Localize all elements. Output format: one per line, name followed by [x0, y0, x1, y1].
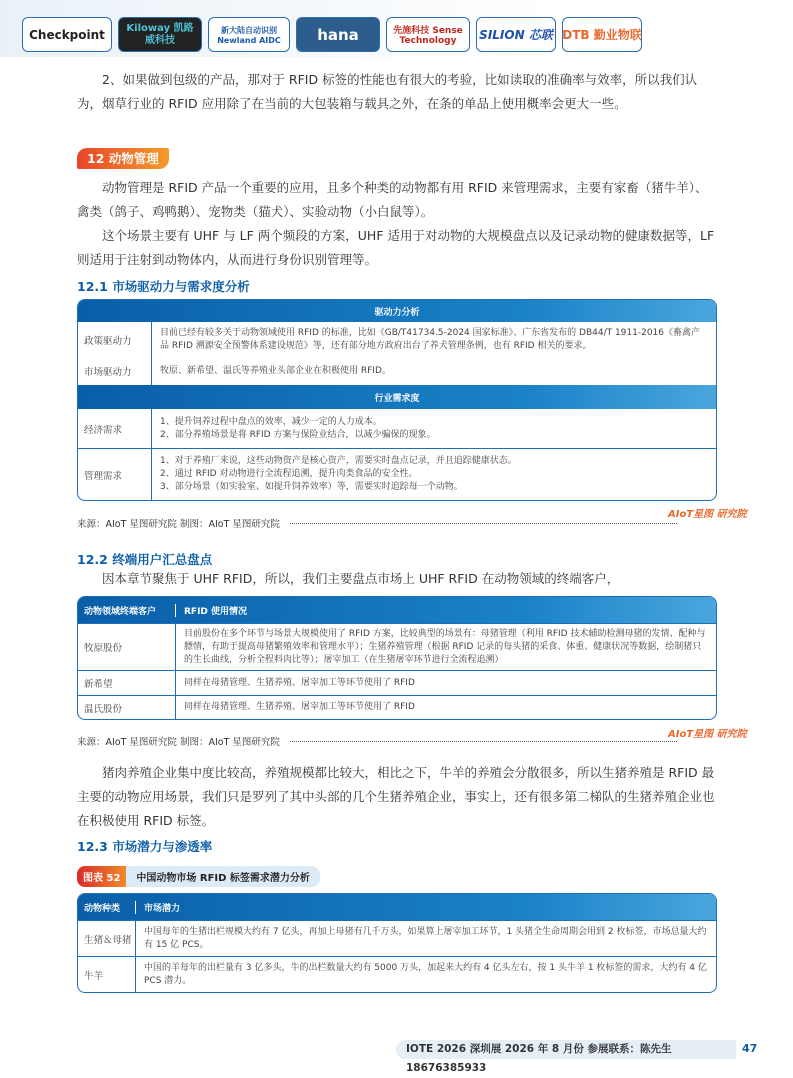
table-header: 驱动力分析: [78, 300, 716, 322]
table-row: [78, 448, 716, 500]
section-paragraph: 这个场景主要有 UHF 与 LF 两个频段的方案，UHF 适用于对动物的大规模盘点以及记录动物的健康数据等，LF 则适用于注射到动物体内，从而进行身份识别管理等。: [77, 228, 715, 267]
paragraph: 因本章节聚焦于 UHF RFID，所以，我们主要盘点市场上 UHF RFID 在动物领域的终端客户，: [102, 571, 620, 586]
table-header: 动物种类 市场潜力: [78, 894, 716, 920]
row-label: 市场驱动力: [78, 357, 152, 385]
subsection-title: 12.2 终端用户汇总盘点: [77, 552, 213, 567]
aiot-logo: AIoT星图 研究院: [668, 729, 747, 740]
end-user-table: [77, 596, 717, 720]
table-row: 温氏股份 同样在母猪管理、生猪养殖、屠宰加工等环节使用了 RFID: [78, 695, 716, 719]
intro-paragraph: 2、如果做到包级的产品，那对于 RFID 标签的性能也有很大的考验，比如读取的准确率与效率，所以我们认为，烟草行业的 RFID 应用除了在当前的大包装箱与载具之外，在条的单品上使用概率会更大一些。: [77, 72, 698, 111]
logo-sense: 先施科技 Sense Technology: [386, 17, 470, 52]
row-value: 目前已经有较多关于动物领域使用 RFID 的标准，比如《GB/T41734.5-2024 国家标准》、广东省发布的 DB44/T 1911-2016《畜禽产品 RFID 溯源安全预警体系建设规范》等，还有部分地方政府出台了养犬管理条例，也有 RFID 相关的要求。: [160, 327, 701, 351]
paragraph: 猪肉养殖企业集中度比较高，养殖规模都比较大，相比之下，牛羊的养殖会分散很多，所以生猪养殖是 RFID 最主要的动物应用场景，我们只是罗列了其中头部的几个生猪养殖企业，事实上，还有很多第二梯队的生猪养殖企业也在积极使用 RFID 标签。: [77, 765, 715, 828]
row-value: 1、对于养殖厂来说，这些动物资产是核心资产，需要实时盘点记录，并且追踪健康状态。 2、通过 RFID 对动物进行全流程追溯，提升肉类食品的安全性。 3、部分场景（如实验室、如提升饲养效率）等，需要实时追踪每一个动物。: [160, 456, 517, 492]
aiot-logo: AIoT星图 研究院: [668, 509, 747, 520]
driver-demand-table: [77, 299, 717, 501]
section-paragraph: 动物管理是 RFID 产品一个重要的应用，且多个种类的动物都有用 RFID 来管理需求，主要有家畜（猪牛羊）、禽类（鸽子、鸡鸭鹅）、宠物类（猫犬）、实验动物（小白鼠等）。: [77, 180, 708, 219]
page-number: 47: [742, 1042, 758, 1055]
table-row: 牧原股份 目前股份在多个环节与场景大规模使用了 RFID 方案，比较典型的场景有：母猪管理（利用 RFID 技术辅助检测母猪的发情、配种与膘情，有助于提高母猪繁殖效率和管理水平）；生猪养殖管理（根据 RFID 记录的每头猪的采食、体重、健康状况等数据，绘制猪只的生长曲线，分析全程料肉比等）；屠宰加工（在生猪屠宰环节进行全流程追溯）: [78, 623, 716, 670]
market-potential-table: [77, 893, 717, 993]
subsection-title: 12.3 市场潜力与渗透率: [77, 839, 213, 854]
table-row: [78, 357, 716, 385]
table-row: 生猪＆母猪 中国每年的生猪出栏规模大约有 7 亿头，再加上母猪有几千万头，如果算上屠宰加工环节，1 头猪全生命周期会用到 2 枚标签，市场总量大约有 15 亿 PCS。: [78, 920, 716, 956]
table-row: [78, 409, 716, 448]
logo-checkpoint: Checkpoint: [22, 17, 112, 52]
logo-newland: 新大陆自动识别 Newland AIDC: [208, 17, 290, 52]
table-row: 新希望 同样在母猪管理、生猪养殖、屠宰加工等环节使用了 RFID: [78, 670, 716, 695]
logo-hana: hana: [296, 17, 380, 52]
row-label: 政策驱动力: [78, 322, 152, 357]
source-note: 来源：AIoT 星图研究院 制图：AIoT 星图研究院: [77, 516, 677, 530]
section-tag: 12 动物管理: [77, 148, 169, 169]
table-header: 动物领域终端客户 RFID 使用情况: [78, 597, 716, 623]
logo-dtb: DTB 勤业物联: [562, 17, 642, 52]
source-note: 来源：AIoT 星图研究院 制图：AIoT 星图研究院: [77, 734, 677, 748]
footer-contact: IOTE 2026 深圳展 2026 年 8 月份 参展联系：陈先生 18676385933: [396, 1040, 736, 1059]
row-value: 1、提升饲养过程中盘点的效率，减少一定的人力成本。 2、部分养殖场景是将 RFID 方案与保险业结合，以减少骗保的现象。: [160, 416, 436, 440]
row-label: 经济需求: [78, 409, 152, 448]
subsection-title: 12.1 市场驱动力与需求度分析: [77, 279, 250, 294]
figure-caption: 图表 52 中国动物市场 RFID 标签需求潜力分析: [77, 866, 320, 887]
row-label: 管理需求: [78, 449, 152, 500]
table-header: 行业需求度: [78, 385, 716, 409]
sponsor-logos: [22, 17, 642, 52]
table-row: 牛羊 中国的羊每年的出栏量有 3 亿多头，牛的出栏数量大约有 5000 万头，加起来大约有 4 亿头左右，按 1 头牛羊 1 枚标签的需求，大约有 4 亿 PCS 潜力。: [78, 956, 716, 992]
logo-silion: SILION 芯联: [476, 17, 556, 52]
logo-kiloway: Kiloway 凯路威科技: [118, 17, 202, 52]
table-row: [78, 322, 716, 357]
row-value: 牧原、新希望、温氏等养殖业头部企业在积极使用 RFID。: [160, 365, 391, 376]
